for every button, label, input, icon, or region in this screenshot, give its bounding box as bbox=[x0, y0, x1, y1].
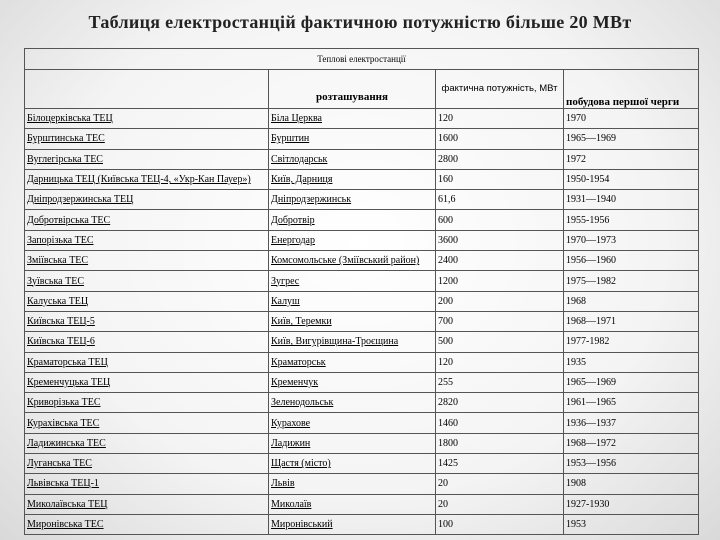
plant-name-cell bbox=[25, 251, 269, 271]
plant-location-cell bbox=[269, 514, 436, 534]
plant-location-link[interactable]: Київ, Теремки bbox=[271, 316, 332, 328]
plant-name-cell bbox=[25, 393, 269, 413]
plant-location-cell bbox=[269, 372, 436, 392]
plant-first-stage-year bbox=[564, 109, 699, 129]
header-row bbox=[25, 70, 699, 109]
plant-first-stage-year bbox=[564, 210, 699, 230]
plant-name-link[interactable]: Луганська ТЕС bbox=[27, 458, 92, 470]
plant-capacity: 255 bbox=[438, 377, 453, 388]
plant-location-link[interactable]: Енергодар bbox=[271, 234, 315, 246]
header-capacity: фактична потужність, МВт bbox=[436, 70, 564, 109]
table-row bbox=[25, 352, 699, 372]
plant-capacity bbox=[436, 149, 564, 169]
plant-name-link[interactable]: Миронівська ТЕС bbox=[27, 519, 104, 531]
plant-capacity: 100 bbox=[438, 519, 453, 531]
plant-location-cell bbox=[269, 352, 436, 372]
plant-first-stage-year bbox=[564, 169, 699, 189]
table-row bbox=[25, 190, 699, 210]
plant-name-cell bbox=[25, 169, 269, 189]
plant-first-stage-year bbox=[564, 372, 699, 392]
plant-name-link[interactable]: Бурштинська ТЕС bbox=[27, 133, 105, 145]
plant-location-link[interactable]: Миколаїв bbox=[271, 498, 312, 510]
plant-name-link[interactable]: Київська ТЕЦ-6 bbox=[27, 336, 95, 348]
plant-name-link[interactable]: Запорізька ТЕС bbox=[27, 234, 94, 246]
plant-capacity: 700 bbox=[438, 316, 453, 328]
plant-name-cell bbox=[25, 454, 269, 474]
plant-name-link[interactable]: Київська ТЕЦ-5 bbox=[27, 316, 95, 328]
plant-name-cell bbox=[25, 372, 269, 392]
plant-capacity: 1200 bbox=[438, 275, 458, 287]
plant-capacity bbox=[436, 372, 564, 392]
plant-name-link[interactable]: Миколаївська ТЕЦ bbox=[27, 498, 108, 510]
plant-name-cell bbox=[25, 433, 269, 453]
table-row bbox=[25, 230, 699, 250]
plant-first-stage-year bbox=[564, 311, 699, 331]
plant-capacity bbox=[436, 514, 564, 534]
plant-capacity: 3600 bbox=[438, 234, 458, 246]
table-row bbox=[25, 372, 699, 392]
power-plants-table bbox=[24, 48, 699, 535]
plant-location-link[interactable]: Світлодарськ bbox=[271, 153, 328, 165]
table-row bbox=[25, 210, 699, 230]
plant-location-link[interactable]: Краматорськ bbox=[271, 356, 326, 368]
plant-location-link[interactable]: Щастя (місто) bbox=[271, 458, 331, 470]
plant-capacity bbox=[436, 190, 564, 210]
plant-location-link[interactable]: Калуш bbox=[271, 295, 300, 307]
plant-name-cell bbox=[25, 413, 269, 433]
plant-location-cell bbox=[269, 129, 436, 149]
plant-location-link[interactable]: Львів bbox=[271, 478, 295, 490]
plant-location-cell bbox=[269, 169, 436, 189]
plant-capacity: 1600 bbox=[438, 133, 458, 145]
plant-name-cell bbox=[25, 474, 269, 494]
plant-location-cell bbox=[269, 291, 436, 311]
plant-name-link[interactable]: Дніпродзержинська ТЕЦ bbox=[27, 194, 134, 206]
plant-capacity: 20 bbox=[438, 498, 448, 510]
table-row bbox=[25, 129, 699, 149]
plant-first-stage-year bbox=[564, 149, 699, 169]
plant-first-stage-year bbox=[564, 230, 699, 250]
plant-location-link[interactable]: Курахове bbox=[271, 417, 311, 429]
plant-location-link[interactable]: Київ, Дарниця bbox=[271, 174, 333, 186]
plant-location-cell bbox=[269, 230, 436, 250]
plant-name-link[interactable]: Білоцерківська ТЕЦ bbox=[27, 113, 113, 125]
plant-name-link[interactable]: Криворізька ТЕС bbox=[27, 397, 101, 409]
plant-capacity bbox=[436, 352, 564, 372]
plant-location-cell bbox=[269, 251, 436, 271]
table-row bbox=[25, 149, 699, 169]
plant-name-cell bbox=[25, 271, 269, 291]
section-title: Теплові електростанції bbox=[25, 49, 699, 70]
table-row bbox=[25, 514, 699, 534]
plant-capacity bbox=[436, 393, 564, 413]
plant-capacity: 200 bbox=[438, 295, 453, 307]
plant-location-link[interactable]: Біла Церква bbox=[271, 113, 322, 125]
plant-capacity bbox=[436, 332, 564, 352]
plant-first-stage-year: 1931—1940 bbox=[566, 194, 616, 206]
plant-name-link[interactable]: Вуглегірська ТЕС bbox=[27, 153, 103, 165]
table-row bbox=[25, 251, 699, 271]
plant-first-stage-year: 1956—1960 bbox=[566, 255, 616, 267]
plant-first-stage-year bbox=[564, 393, 699, 413]
plant-first-stage-year: 1968—1972 bbox=[566, 437, 616, 449]
plant-name-cell bbox=[25, 291, 269, 311]
plant-first-stage-year: 1972 bbox=[566, 153, 586, 165]
plant-capacity: 120 bbox=[438, 356, 453, 368]
plant-name-link[interactable]: Краматорська ТЕЦ bbox=[27, 356, 108, 368]
plant-name-link[interactable]: Зміївська ТЕС bbox=[27, 255, 89, 267]
table-row bbox=[25, 433, 699, 453]
plant-capacity: 20 bbox=[438, 478, 448, 490]
plant-name-cell bbox=[25, 129, 269, 149]
table-row bbox=[25, 413, 699, 433]
plant-capacity bbox=[436, 433, 564, 453]
plant-name-cell bbox=[25, 230, 269, 250]
plant-capacity bbox=[436, 251, 564, 271]
plant-capacity: 600 bbox=[438, 214, 453, 226]
table-row bbox=[25, 109, 699, 129]
plant-location-cell bbox=[269, 454, 436, 474]
plant-location-link[interactable]: Київ, Вигурівщина-Троєщина bbox=[271, 336, 399, 348]
plant-first-stage-year bbox=[564, 474, 699, 494]
plant-first-stage-year bbox=[564, 271, 699, 291]
plant-first-stage-year: 1975—1982 bbox=[566, 275, 616, 287]
plant-first-stage-year bbox=[564, 291, 699, 311]
plant-location-link[interactable]: Миронівський bbox=[271, 519, 333, 531]
plant-first-stage-year bbox=[564, 413, 699, 433]
plant-name-link[interactable]: Калуська ТЕЦ bbox=[27, 295, 89, 307]
plant-capacity bbox=[436, 311, 564, 331]
plant-name-link[interactable]: Добротвірська ТЕС bbox=[27, 214, 111, 226]
plant-location-link[interactable]: Кременчук bbox=[271, 377, 319, 388]
plant-capacity bbox=[436, 474, 564, 494]
table-row bbox=[25, 169, 699, 189]
plant-capacity bbox=[436, 271, 564, 291]
plant-name-link[interactable]: Кременчуцька ТЕЦ bbox=[27, 377, 111, 388]
plant-first-stage-year: 1965—1969 bbox=[566, 377, 616, 388]
plant-first-stage-year: 1965—1969 bbox=[566, 133, 616, 145]
plant-capacity: 500 bbox=[438, 336, 453, 348]
plant-location-link[interactable]: Ладижин bbox=[271, 437, 311, 449]
plant-first-stage-year bbox=[564, 454, 699, 474]
plant-capacity: 2820 bbox=[438, 397, 458, 409]
table-row bbox=[25, 454, 699, 474]
plant-capacity bbox=[436, 413, 564, 433]
plant-location-cell bbox=[269, 109, 436, 129]
plant-first-stage-year: 1908 bbox=[566, 478, 586, 490]
plant-location-cell bbox=[269, 413, 436, 433]
plant-capacity: 1800 bbox=[438, 437, 458, 449]
plant-capacity bbox=[436, 109, 564, 129]
plant-first-stage-year: 1950-1954 bbox=[566, 174, 610, 186]
plant-first-stage-year: 1935 bbox=[566, 356, 586, 368]
plant-first-stage-year bbox=[564, 494, 699, 514]
plant-location-link[interactable]: Зугрес bbox=[271, 275, 300, 287]
plant-name-link[interactable]: Львівська ТЕЦ-1 bbox=[27, 478, 99, 490]
plant-capacity bbox=[436, 291, 564, 311]
plant-first-stage-year: 1961—1965 bbox=[566, 397, 616, 409]
plant-location-cell bbox=[269, 149, 436, 169]
plant-first-stage-year bbox=[564, 251, 699, 271]
plant-location-cell bbox=[269, 190, 436, 210]
plant-name-cell bbox=[25, 514, 269, 534]
plant-name-cell bbox=[25, 149, 269, 169]
plant-capacity bbox=[436, 129, 564, 149]
plant-name-link[interactable]: Дарницька ТЕЦ (Київська ТЕЦ-4, «Укр-Кан Пауер») bbox=[27, 174, 251, 186]
plant-capacity bbox=[436, 454, 564, 474]
plant-capacity bbox=[436, 169, 564, 189]
plant-name-cell bbox=[25, 494, 269, 514]
plant-capacity: 2400 bbox=[438, 255, 458, 267]
plant-location-cell bbox=[269, 311, 436, 331]
plant-location-cell bbox=[269, 332, 436, 352]
plant-first-stage-year bbox=[564, 332, 699, 352]
plant-first-stage-year: 1968—1971 bbox=[566, 316, 616, 328]
plant-capacity: 160 bbox=[438, 174, 453, 186]
plant-first-stage-year: 1977-1982 bbox=[566, 336, 610, 348]
page-title: Таблиця електростанцій фактичною потужністю більше 20 МВт bbox=[88, 12, 632, 32]
plant-location-cell bbox=[269, 474, 436, 494]
plant-name-cell bbox=[25, 109, 269, 129]
plant-location-cell bbox=[269, 393, 436, 413]
plant-capacity bbox=[436, 210, 564, 230]
plant-first-stage-year bbox=[564, 514, 699, 534]
plant-name-cell bbox=[25, 190, 269, 210]
plant-first-stage-year bbox=[564, 352, 699, 372]
plant-first-stage-year: 1953—1956 bbox=[566, 458, 616, 470]
plant-capacity: 2800 bbox=[438, 153, 458, 165]
header-empty-cell bbox=[25, 70, 269, 109]
plant-first-stage-year bbox=[564, 190, 699, 210]
plant-capacity bbox=[436, 230, 564, 250]
table-row bbox=[25, 271, 699, 291]
plant-first-stage-year: 1970—1973 bbox=[566, 234, 616, 246]
plant-location-link[interactable]: Зеленодольськ bbox=[271, 397, 334, 409]
plant-location-link[interactable]: Дніпродзержинськ bbox=[271, 194, 352, 206]
plant-first-stage-year: 1970 bbox=[566, 113, 586, 125]
table-row bbox=[25, 332, 699, 352]
plant-capacity bbox=[436, 494, 564, 514]
plant-first-stage-year: 1953 bbox=[566, 519, 586, 531]
plant-name-link[interactable]: Зуївська ТЕС bbox=[27, 275, 84, 287]
plant-location-link[interactable]: Комсомольське (Зміївський район) bbox=[271, 255, 420, 267]
plant-location-link[interactable]: Бурштин bbox=[271, 133, 310, 145]
plant-name-link[interactable]: Курахівська ТЕС bbox=[27, 417, 100, 429]
table-row bbox=[25, 291, 699, 311]
section-row bbox=[25, 49, 699, 70]
plant-first-stage-year bbox=[564, 433, 699, 453]
plant-first-stage-year bbox=[564, 129, 699, 149]
plant-first-stage-year: 1955-1956 bbox=[566, 214, 610, 226]
plant-first-stage-year: 1936—1937 bbox=[566, 417, 616, 429]
plant-location-cell bbox=[269, 433, 436, 453]
plant-name-link[interactable]: Ладижинська ТЕС bbox=[27, 437, 106, 449]
table-row bbox=[25, 474, 699, 494]
plant-capacity: 1460 bbox=[438, 417, 458, 429]
plant-first-stage-year: 1968 bbox=[566, 295, 586, 307]
table-row bbox=[25, 311, 699, 331]
plant-capacity: 120 bbox=[438, 113, 453, 125]
plant-first-stage-year: 1927-1930 bbox=[566, 498, 610, 510]
plant-location-cell bbox=[269, 210, 436, 230]
table-row bbox=[25, 393, 699, 413]
plant-capacity: 1425 bbox=[438, 458, 458, 470]
plant-name-cell bbox=[25, 332, 269, 352]
plant-location-cell bbox=[269, 494, 436, 514]
plant-location-cell bbox=[269, 271, 436, 291]
table-row bbox=[25, 494, 699, 514]
plant-name-cell bbox=[25, 210, 269, 230]
plant-name-cell bbox=[25, 311, 269, 331]
plant-location-link[interactable]: Добротвір bbox=[271, 214, 315, 226]
header-first-stage: побудова першої черги bbox=[564, 70, 699, 109]
plant-name-cell bbox=[25, 352, 269, 372]
header-location: розташування bbox=[269, 70, 436, 109]
plant-capacity: 61,6 bbox=[438, 194, 456, 206]
